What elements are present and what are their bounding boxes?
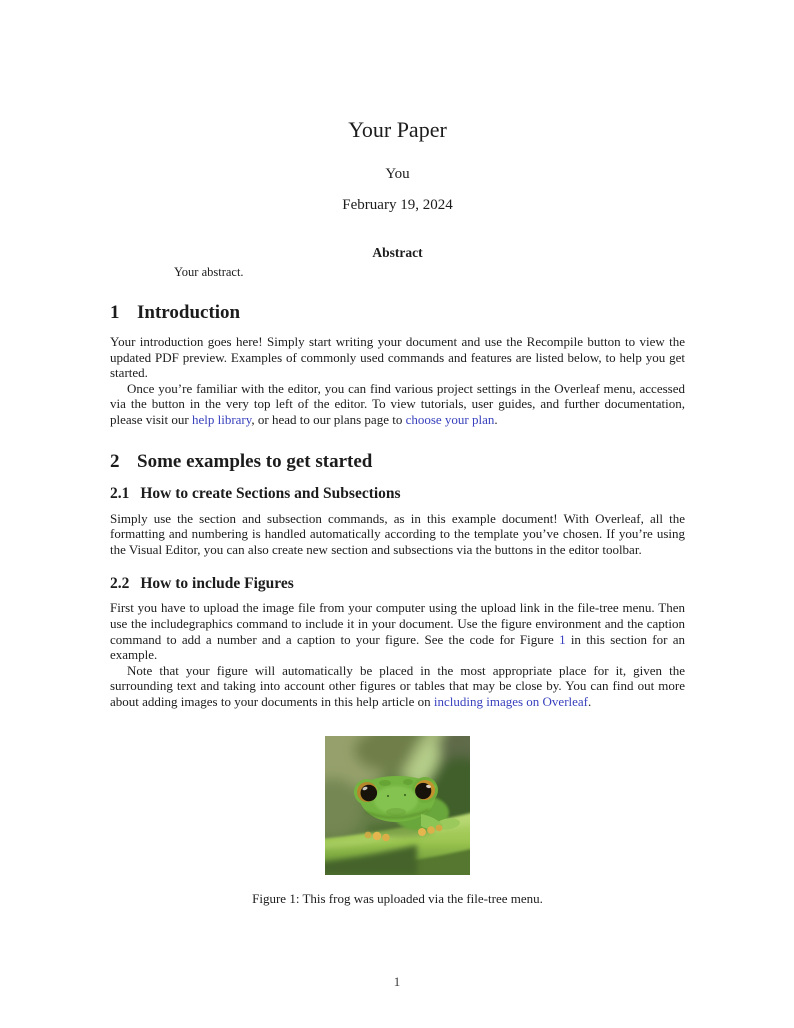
subsection-2-2-number: 2.2 [110, 575, 130, 593]
figures-p2-text-2: . [588, 693, 592, 709]
intro-paragraph-1: Your introduction goes here! Simply start writing your document and use the Recompile button to view the updated PDF preview. Examples of commonly used commands and features are listed below, to help you get started. [110, 334, 685, 381]
section-1-heading [110, 302, 685, 323]
page-number: 1 [393, 974, 401, 989]
figure-1-ref-link[interactable]: 1 [559, 631, 566, 647]
figures-paragraph-2 [110, 663, 685, 710]
subsection-2-2-heading [110, 575, 685, 592]
intro-p2-text-1: Once you’re familiar with the editor, you can find various project settings in the Overleaf menu, accessed via the button in the very top left of the editor. To view tutorials, user guides, and further documentation, please visit our [110, 380, 685, 427]
paper-title: Your Paper [348, 117, 447, 142]
intro-paragraph-2 [110, 381, 685, 428]
figures-p2-text-1: Note that your figure will automatically be placed in the most appropriate place for it, given the surrounding text and taking into account other figures or tables that may be close by. You can find out more about adding images to your documents in this help article on [110, 662, 685, 709]
section-2-heading [110, 451, 685, 472]
section-2-title: Some examples to get started [137, 450, 373, 472]
figure-1-caption: Figure 1: This frog was uploaded via the file-tree menu. [252, 890, 543, 906]
section-1-number: 1 [110, 302, 120, 323]
paper-author: You [385, 166, 410, 182]
choose-your-plan-link[interactable]: choose your plan [405, 411, 495, 427]
paper-date: February 19, 2024 [342, 197, 453, 213]
section-2-number: 2 [110, 450, 120, 472]
subsection-2-2-title: How to include Figures [140, 575, 294, 593]
figure-1 [110, 736, 685, 907]
subsection-2-1-number: 2.1 [110, 484, 130, 502]
including-images-link[interactable]: including images on Overleaf [433, 693, 589, 709]
frog-image [325, 736, 470, 875]
subsection-2-1-heading [110, 485, 685, 502]
figures-p1-text-1: First you have to upload the image file from your computer using the upload link in the file-tree menu. Then use the includegraphics command to include it in your document. Use the figure environment and the caption command to add a number and a caption to your figure. See the code for Figure [110, 600, 685, 647]
abstract-heading: Abstract [372, 245, 423, 260]
figures-p1-text-2: in this section for an example. [110, 631, 685, 663]
subsection-2-1-paragraph: Simply use the section and subsection commands, as in this example document! With Overleaf, all the formatting and numbering is handled automatically according to the template you’ve chosen. If you’re using the Visual Editor, you can also create new section and subsections via the buttons in the editor toolbar. [110, 510, 685, 557]
abstract-text: Your abstract. [174, 265, 244, 279]
intro-p2-text-3: . [494, 411, 498, 427]
subsection-2-1-title: How to create Sections and Subsections [140, 484, 401, 502]
document-body [110, 0, 685, 907]
section-1-title: Introduction [137, 302, 241, 323]
intro-p2-text-2: , or head to our plans page to [251, 411, 406, 427]
figures-paragraph-1 [110, 600, 685, 662]
help-library-link[interactable]: help library [191, 411, 252, 427]
